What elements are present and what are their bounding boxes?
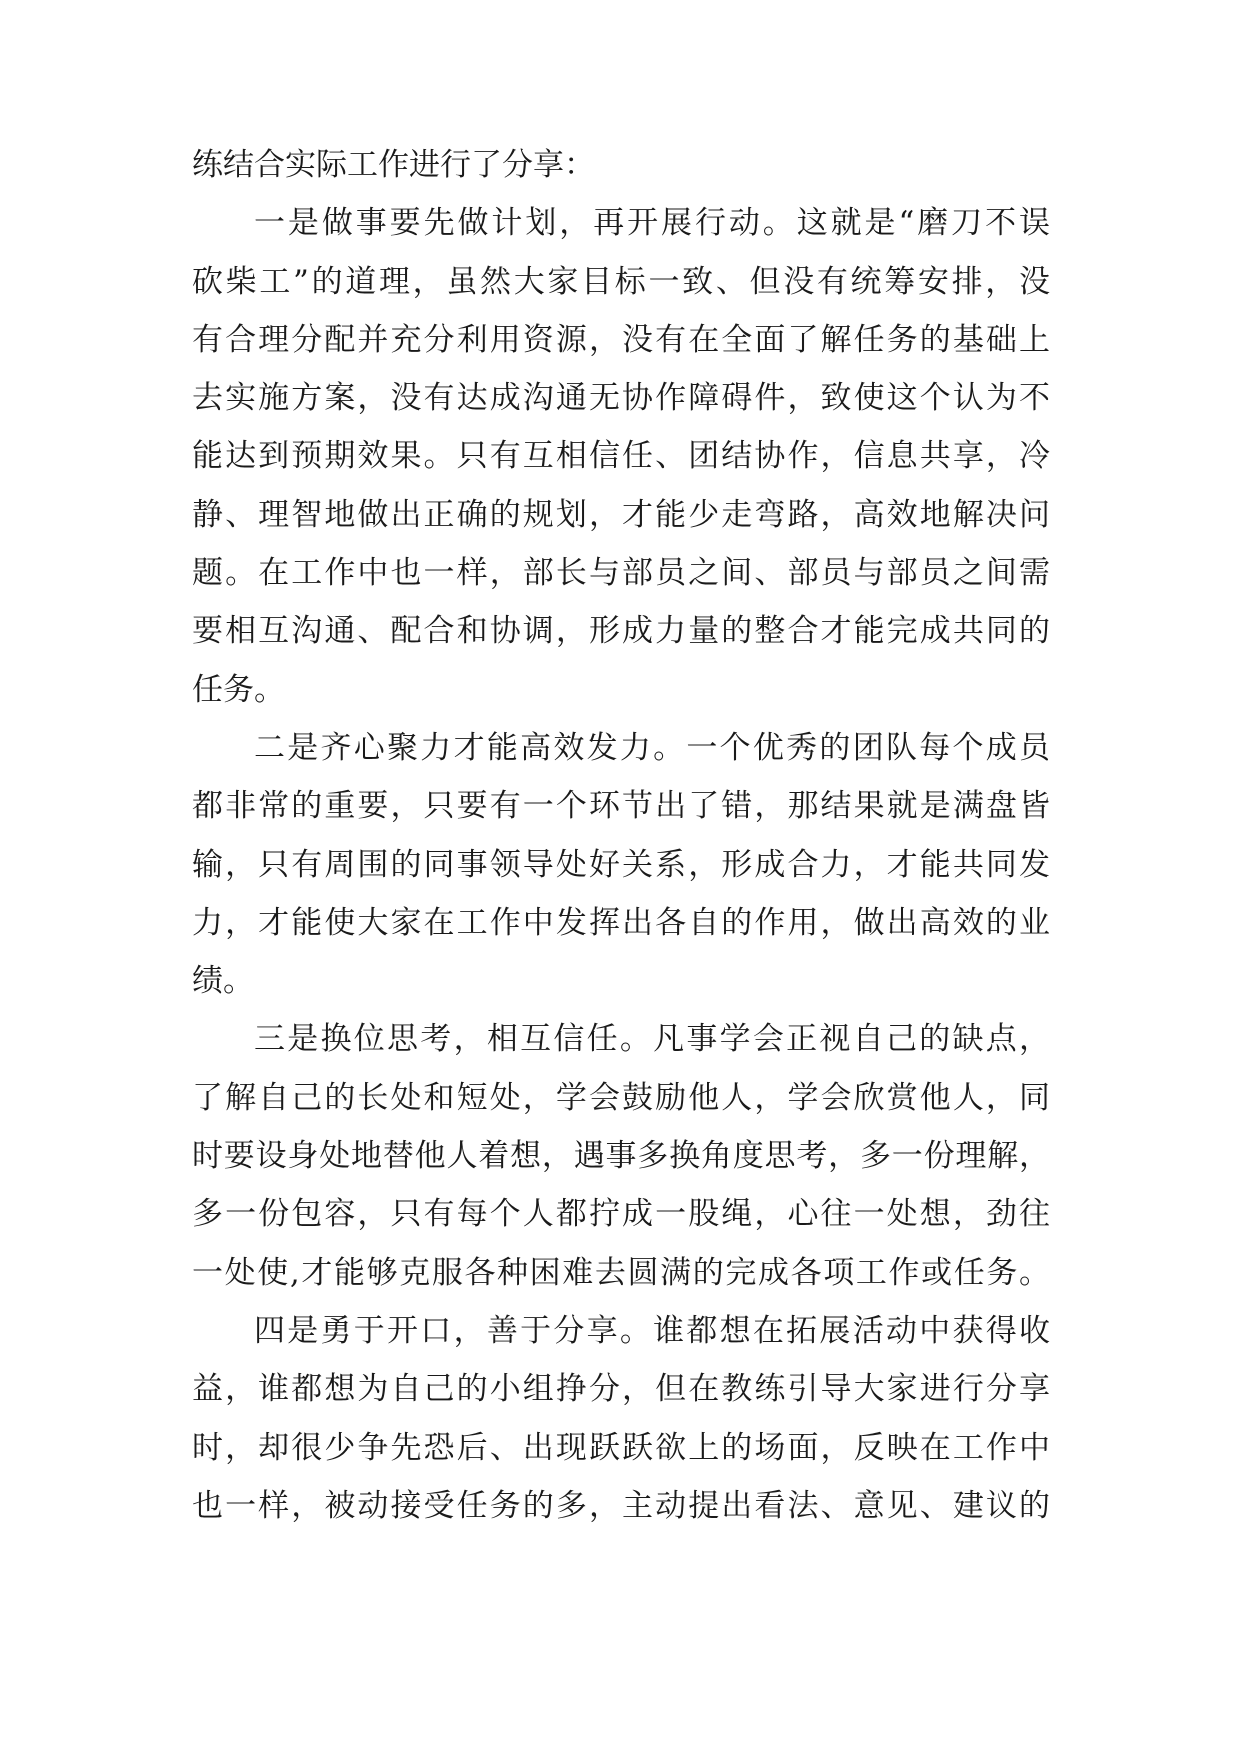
text-line: 去实施方案，没有达成沟通无协作障碍件，致使这个认为不	[192, 380, 1050, 417]
text-line: 题。在工作中也一样，部长与部员之间、部员与部员之间需	[192, 555, 1050, 592]
text-line: 力，才能使大家在工作中发挥出各自的作用，做出高效的业	[192, 904, 1050, 941]
text-line: 时要设身处地替他人着想，遇事多换角度思考，多一份理解，	[192, 1138, 1050, 1175]
text-line: 能达到预期效果。只有互相信任、团结协作，信息共享，冷	[192, 438, 1050, 475]
paragraph-first-line: 三是换位思考，相互信任。凡事学会正视自己的缺点，	[254, 1021, 1050, 1058]
text-line: 任务。	[192, 671, 285, 708]
text-line: 输，只有周围的同事领导处好关系，形成合力，才能共同发	[192, 846, 1050, 883]
text-line: 益，谁都想为自己的小组挣分，但在教练引导大家进行分享	[192, 1371, 1050, 1408]
text-line: 也一样，被动接受任务的多，主动提出看法、意见、建议的	[192, 1487, 1050, 1524]
text-line: 多一份包容，只有每个人都拧成一股绳，心往一处想，劲往	[192, 1196, 1050, 1233]
text-line: 有合理分配并充分利用资源，没有在全面了解任务的基础上	[192, 321, 1050, 358]
paragraph-first-line: 一是做事要先做计划，再开展行动。这就是“磨刀不误	[254, 205, 1050, 242]
text-line: 砍柴工”的道理，虽然大家目标一致、但没有统筹安排，没	[192, 263, 1050, 300]
text-line: 练结合实际工作进行了分享：	[192, 147, 595, 183]
paragraph-first-line: 四是勇于开口，善于分享。谁都想在拓展活动中获得收	[254, 1312, 1050, 1349]
text-line: 静、理智地做出正确的规划，才能少走弯路，高效地解决问	[192, 496, 1050, 533]
body-text	[192, 136, 1050, 1535]
text-line: 一处使,才能够克服各种困难去圆满的完成各项工作或任务。	[192, 1254, 1050, 1291]
text-line: 时，却很少争先恐后、出现跃跃欲上的场面，反映在工作中	[192, 1429, 1050, 1466]
paragraph-first-line: 二是齐心聚力才能高效发力。一个优秀的团队每个成员	[254, 729, 1050, 766]
text-line: 了解自己的长处和短处，学会鼓励他人，学会欣赏他人，同	[192, 1079, 1050, 1116]
text-line: 都非常的重要，只要有一个环节出了错，那结果就是满盘皆	[192, 788, 1050, 825]
text-line: 绩。	[192, 963, 254, 1000]
text-line: 要相互沟通、配合和协调，形成力量的整合才能完成共同的	[192, 613, 1050, 650]
